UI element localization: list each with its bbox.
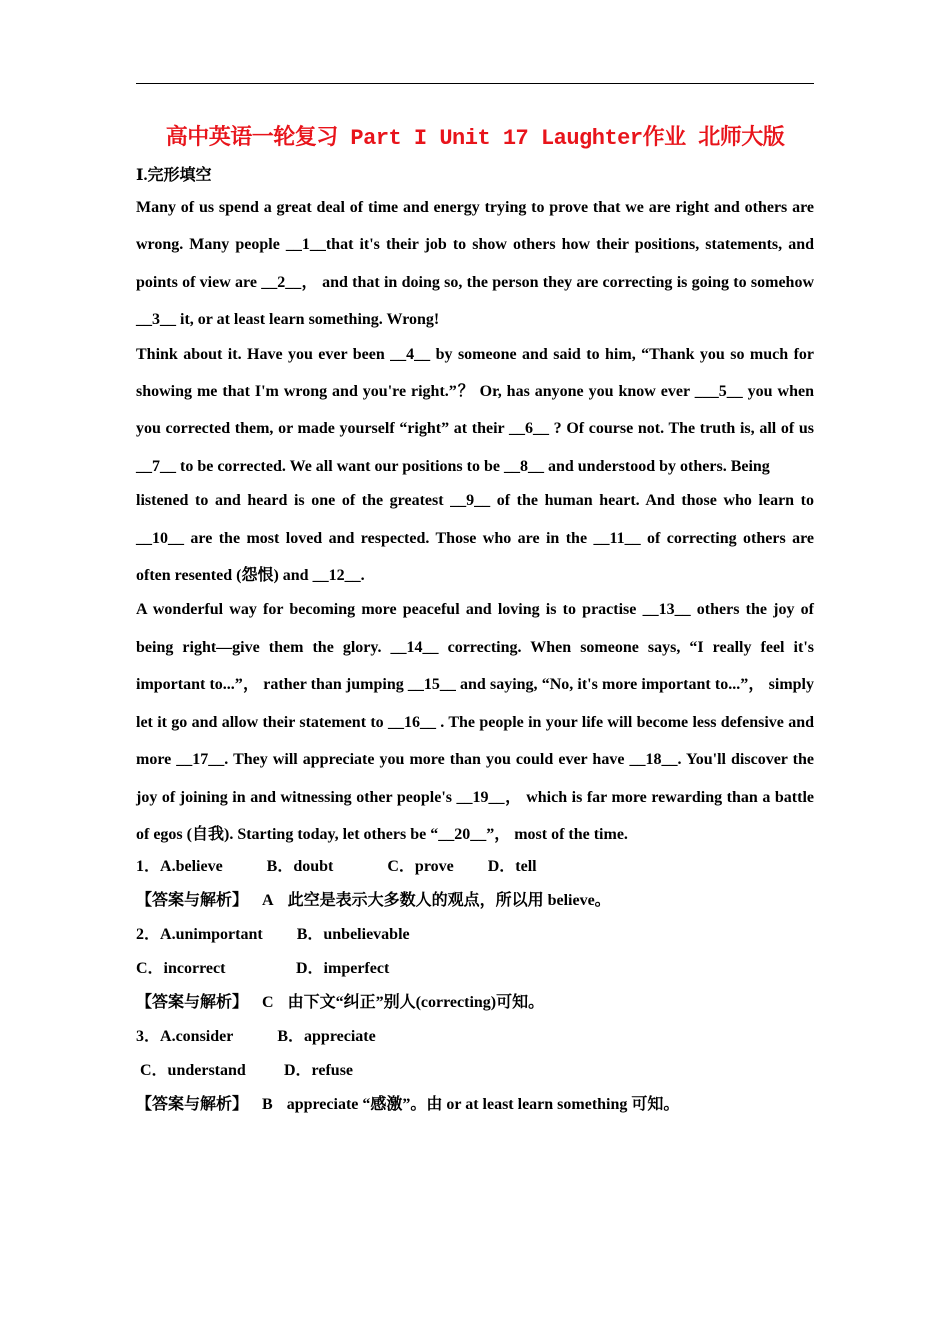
question-2-options-cd xyxy=(136,952,814,986)
question-number: 1． xyxy=(136,858,161,876)
answer-label: 【答案与解析】 xyxy=(136,1096,249,1114)
question-number: 3． xyxy=(136,1028,161,1046)
answer-2 xyxy=(136,986,814,1020)
document-body xyxy=(136,189,814,1122)
header-rule xyxy=(136,83,814,84)
option-b: B．appreciate xyxy=(277,1028,376,1046)
passage-paragraph: Many of us spend a great deal of time and energy trying to prove that we are right and others are wrong. Many people __1__that it's their job to show others how their positions, statements, and points of view are __2__， and that in doing so, the person they are correcting is going to somehow __3__ it, or at least learn something. Wrong! xyxy=(136,199,814,329)
question-3 xyxy=(136,1020,814,1054)
document-title: 高中英语一轮复习 Part I Unit 17 Laughter作业 北师大版 xyxy=(165,126,785,151)
section-heading: Ⅰ.完形填空 xyxy=(136,167,212,184)
option-a: A.unimportant xyxy=(160,926,263,944)
option-d: D．imperfect xyxy=(296,960,390,978)
answer-1 xyxy=(136,884,814,918)
option-c: C．understand xyxy=(140,1062,246,1080)
answer-label: 【答案与解析】 xyxy=(136,892,249,910)
question-3-options-cd xyxy=(136,1054,814,1088)
passage-paragraph: listened to and heard is one of the greatest __9__ of the human heart. And those who learn to __10__ are the most loved and respected. Those who are in the __11__ of correcting others are often resented (怨恨) and __12__. xyxy=(136,492,814,585)
option-d: D．refuse xyxy=(284,1062,354,1080)
passage-paragraph: A wonderful way for becoming more peaceful and loving is to practise __13__ others the joy of being right—give them the glory. __14__ correcting. When someone says, “I really feel it's important to...”， rather than jumping __15__ and saying, “No, it's more important to...”， simply let it go and allow their statement to __16__ . The people in your life will become less defensive and more __17__. They will appreciate you more than you could ever have __18__. You'll discover the joy of joining in and witnessing other people's __19__， which is far more rewarding than a battle of egos (自我). Starting today, let others be “__20__”， most of the time. xyxy=(136,601,814,843)
option-b: B．doubt xyxy=(266,858,334,876)
question-1 xyxy=(136,850,814,884)
question-2 xyxy=(136,918,814,952)
answer-letter: B xyxy=(262,1096,273,1114)
option-b: B．unbelievable xyxy=(296,926,410,944)
answer-3 xyxy=(136,1088,814,1122)
answer-letter: A xyxy=(262,892,274,910)
option-c: C．incorrect xyxy=(136,960,226,978)
answer-explanation: 由下文“纠正”别人(correcting)可知。 xyxy=(287,994,545,1012)
answer-letter: C xyxy=(262,994,274,1012)
answer-explanation: appreciate “感激”。由 or at least learn something 可知。 xyxy=(286,1096,680,1114)
option-a: A.consider xyxy=(160,1028,234,1046)
option-c: C．prove xyxy=(387,858,454,876)
passage-paragraph: Think about it. Have you ever been __4__ by someone and said to him, “Thank you so much for showing me that I'm wrong and you're right.”？ Or, has anyone you know ever ___5__ you when you corrected them, or made yourself “right” at their __6__ ? Of course not. The truth is, all of us __7__ to be corrected. We all want our positions to be __8__ and understood by others. Being xyxy=(136,345,814,475)
option-d: D．tell xyxy=(487,858,537,876)
option-a: A.believe xyxy=(160,858,223,876)
answer-explanation: 此空是表示大多数人的观点，所以用 believe。 xyxy=(287,892,611,910)
question-number: 2． xyxy=(136,926,161,944)
answer-label: 【答案与解析】 xyxy=(136,994,249,1012)
